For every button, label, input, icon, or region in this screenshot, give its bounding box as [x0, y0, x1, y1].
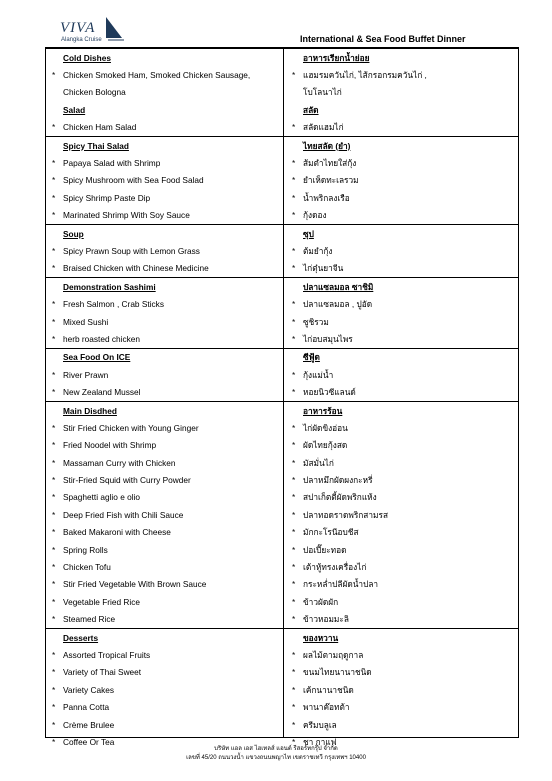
- menu-item-row: [46, 664, 518, 681]
- menu-item-th: พานาค๊อทต้า: [303, 702, 350, 713]
- menu-item-th: ซูชิรวม: [303, 316, 329, 327]
- section-heading-en: Salad: [63, 104, 86, 115]
- menu-item-row: [46, 489, 518, 506]
- menu-item-row: [46, 471, 518, 488]
- menu-item-en: Chicken Bologna: [63, 87, 126, 98]
- section-heading-th: ปลาแซลมอล ซาชิมิ: [303, 281, 374, 292]
- menu-item-th: มักกะโรนีอบชีส: [303, 527, 359, 538]
- menu-item-en: Papaya Salad with Shrimp: [63, 158, 161, 169]
- menu-item-row: [46, 437, 518, 454]
- bullet: *: [52, 684, 56, 695]
- section-heading-th: ของหวาน: [303, 632, 339, 643]
- logo-text: VIVA: [60, 20, 96, 36]
- menu-item-row: [46, 383, 518, 400]
- bullet: *: [52, 475, 56, 486]
- section-heading-th: อาหารเรียกน้ำย่อย: [303, 52, 370, 63]
- menu-section: [46, 277, 518, 348]
- menu-section: [46, 48, 518, 136]
- bullet: *: [52, 544, 56, 555]
- bullet: *: [292, 245, 296, 256]
- sail-icon: [98, 16, 128, 44]
- section-heading-th: สลัด: [303, 104, 319, 115]
- bullet: *: [292, 475, 296, 486]
- section-heading-th: อาหารร้อน: [303, 405, 343, 416]
- menu-item-row: [46, 524, 518, 541]
- bullet: *: [52, 736, 56, 747]
- bullet: *: [292, 122, 296, 133]
- bullet: *: [292, 387, 296, 398]
- menu-item-en: Panna Cotta: [63, 702, 110, 713]
- menu-item-row: [46, 576, 518, 593]
- document-title: International & Sea Food Buffet Dinner: [300, 34, 466, 44]
- footer-address: เลขที่ 45/20 ถนนวงน้ำ แขวงถนนพญาไท เขตราชเทวี กรุงเทพฯ 10400: [186, 755, 366, 761]
- menu-item-row: [46, 506, 518, 523]
- bullet: *: [52, 562, 56, 573]
- bullet: *: [292, 369, 296, 380]
- bullet: *: [52, 649, 56, 660]
- menu-item-en: Braised Chicken with Chinese Medicine: [63, 263, 209, 274]
- menu-item-th: น้ำพริกลงเรือ: [303, 192, 350, 203]
- section-heading-th: ซีฟู้ด: [303, 352, 320, 363]
- section-heading-row: [46, 629, 518, 646]
- menu-item-en: Vegetable Fried Rice: [63, 596, 141, 607]
- bullet: *: [292, 457, 296, 468]
- menu-item-en: Crème Brulee: [63, 719, 115, 730]
- bullet: *: [52, 122, 56, 133]
- bullet: *: [292, 667, 296, 678]
- menu-item-row: [46, 330, 518, 347]
- menu-item-th: เค้กนานาชนิด: [303, 684, 354, 695]
- bullet: *: [52, 440, 56, 451]
- menu-item-th: ครีมบลูเล: [303, 719, 337, 730]
- section-heading-row: [46, 402, 518, 419]
- menu-item-row: [46, 366, 518, 383]
- bullet: *: [292, 649, 296, 660]
- menu-item-en: Baked Makaroni with Cheese: [63, 527, 171, 538]
- menu-item-en: Spring Rolls: [63, 544, 108, 555]
- menu-item-en: River Prawn: [63, 369, 109, 380]
- bullet: *: [52, 457, 56, 468]
- menu-item-en: Mixed Sushi: [63, 316, 109, 327]
- menu-item-en: Steamed Rice: [63, 614, 116, 625]
- menu-item-row: [46, 172, 518, 189]
- menu-item-th: ต้มยำกุ้ง: [303, 245, 333, 256]
- bullet: *: [292, 596, 296, 607]
- bullet: *: [292, 684, 296, 695]
- section-heading-en: Demonstration Sashimi: [63, 281, 156, 292]
- menu-item-row: [46, 119, 518, 136]
- section-heading-en: Desserts: [63, 632, 99, 643]
- bullet: *: [292, 544, 296, 555]
- menu-item-en: Spicy Shrimp Paste Dip: [63, 192, 151, 203]
- bullet: *: [292, 192, 296, 203]
- bullet: *: [292, 333, 296, 344]
- menu-item-th: กระหล่ำปลีผัดน้ำปลา: [303, 579, 379, 590]
- menu-item-row: [46, 454, 518, 471]
- menu-item-row: [46, 295, 518, 312]
- bullet: *: [52, 509, 56, 520]
- menu-item-th: สปาเก็ตตี้ผัดพริกแห้ง: [303, 492, 377, 503]
- menu-item-row: [46, 313, 518, 330]
- menu-item-en: Spicy Mushroom with Sea Food Salad: [63, 175, 204, 186]
- menu-item-en: Deep Fried Fish with Chili Sauce: [63, 509, 184, 520]
- menu-item-th: ผลไม้ตามฤดูกาล: [303, 649, 364, 660]
- bullet: *: [292, 158, 296, 169]
- menu-item-th: เต้าหู้ทรงเครื่องไก่: [303, 562, 367, 573]
- bullet: *: [292, 299, 296, 310]
- menu-item-th: หอยนิวซีแลนด์: [303, 387, 356, 398]
- menu-item-row: [46, 558, 518, 575]
- menu-item-en: Stir Fried Vegetable With Brown Sauce: [63, 579, 207, 590]
- bullet: *: [52, 387, 56, 398]
- menu-item-th: ปอเปี๊ยะทอด: [303, 544, 347, 555]
- menu-table: [45, 47, 519, 747]
- menu-item-th: ปลาทอดราดพริกสามรส: [303, 509, 389, 520]
- bullet: *: [292, 614, 296, 625]
- bullet: *: [52, 316, 56, 327]
- menu-item-row: [46, 84, 518, 101]
- bullet: *: [292, 175, 296, 186]
- menu-item-row: [46, 541, 518, 558]
- menu-item-th: ปลาแซลมอล , ปูอัด: [303, 299, 373, 310]
- section-heading-en: Cold Dishes: [63, 52, 111, 63]
- bullet: *: [292, 492, 296, 503]
- bullet: *: [52, 245, 56, 256]
- menu-item-en: Spaghetti aglio e olio: [63, 492, 141, 503]
- menu-item-th: ยำเห็ดทะเลรวม: [303, 175, 359, 186]
- bullet: *: [292, 70, 296, 81]
- bullet: *: [52, 70, 56, 81]
- menu-item-row: [46, 593, 518, 610]
- menu-item-row: [46, 242, 518, 259]
- section-heading-row: [46, 278, 518, 295]
- menu-item-en: Chicken Ham Salad: [63, 122, 137, 133]
- bullet: *: [292, 509, 296, 520]
- menu-item-en: Fresh Salmon , Crab Sticks: [63, 299, 164, 310]
- bullet: *: [52, 175, 56, 186]
- menu-item-en: Fried Noodel with Shrimp: [63, 440, 157, 451]
- bullet: *: [292, 579, 296, 590]
- section-heading-th: ไทยสลัด (ยำ): [303, 140, 351, 151]
- section-heading-row: [46, 225, 518, 242]
- logo: [60, 16, 130, 46]
- menu-item-row: [46, 189, 518, 206]
- menu-item-en: Chicken Smoked Ham, Smoked Chicken Sausage,: [63, 70, 251, 81]
- section-heading-en: Main Disdhed: [63, 405, 117, 416]
- menu-item-en: Marinated Shrimp With Soy Sauce: [63, 210, 190, 221]
- section-heading-en: Spicy Thai Salad: [63, 140, 129, 151]
- bullet: *: [292, 210, 296, 221]
- menu-item-row: [46, 611, 518, 628]
- menu-section: [46, 348, 518, 401]
- menu-item-row: [46, 154, 518, 171]
- bullet: *: [52, 422, 56, 433]
- menu-item-th: ขนมไทยนานาชนิด: [303, 667, 372, 678]
- section-heading-row: [46, 349, 518, 366]
- bullet: *: [52, 527, 56, 538]
- menu-item-en: Assorted Tropical Fruits: [63, 649, 151, 660]
- menu-item-th: โบโลนาไก่: [303, 87, 342, 98]
- bullet: *: [292, 736, 296, 747]
- section-heading-en: Sea Food On ICE: [63, 352, 131, 363]
- bullet: *: [52, 579, 56, 590]
- menu-item-en: Stir Fried Chicken with Young Ginger: [63, 422, 199, 433]
- bullet: *: [52, 263, 56, 274]
- menu-item-row: [46, 716, 518, 733]
- bullet: *: [52, 667, 56, 678]
- section-heading-th: ซุป: [303, 228, 314, 239]
- menu-section: [46, 136, 518, 224]
- menu-item-th: กุ้งดอง: [303, 210, 327, 221]
- menu-item-row: [46, 681, 518, 698]
- menu-item-th: ผัดไทยกุ้งสด: [303, 440, 348, 451]
- menu-item-th: ไก่ผัดขิงอ่อน: [303, 422, 348, 433]
- menu-item-th: ไก่อบสมุนไพร: [303, 333, 353, 344]
- bullet: *: [292, 440, 296, 451]
- bullet: *: [292, 562, 296, 573]
- bullet: *: [292, 263, 296, 274]
- menu-item-th: ส้มตำไทยใส่กุ้ง: [303, 158, 357, 169]
- bullet: *: [292, 422, 296, 433]
- menu-item-en: New Zealand Mussel: [63, 387, 141, 398]
- menu-item-th: มัสมั่นไก่: [303, 457, 334, 468]
- section-heading-row: [46, 49, 518, 66]
- bullet: *: [292, 316, 296, 327]
- menu-item-en: Coffee Or Tea: [63, 736, 115, 747]
- menu-item-en: herb roasted chicken: [63, 333, 141, 344]
- menu-item-row: [46, 698, 518, 715]
- menu-item-row: [46, 66, 518, 83]
- menu-section: [46, 628, 518, 751]
- bullet: *: [52, 333, 56, 344]
- section-heading-row: [46, 101, 518, 118]
- menu-item-en: Variety of Thai Sweet: [63, 667, 142, 678]
- menu-item-th: ข้าวผัดผัก: [303, 596, 339, 607]
- bullet: *: [52, 596, 56, 607]
- menu-item-th: สลัดแฮมไก่: [303, 122, 344, 133]
- bullet: *: [292, 702, 296, 713]
- bullet: *: [52, 369, 56, 380]
- bullet: *: [52, 719, 56, 730]
- section-heading-en: Soup: [63, 228, 84, 239]
- menu-section: [46, 224, 518, 277]
- menu-item-en: Stir-Fried Squid with Curry Powder: [63, 475, 191, 486]
- menu-item-row: [46, 260, 518, 277]
- bullet: *: [52, 299, 56, 310]
- logo-subtext: Alangka Cruise: [61, 37, 102, 43]
- menu-section: [46, 401, 518, 628]
- bullet: *: [52, 158, 56, 169]
- menu-item-th: ปลาหมึกผัดผงกะหรี่: [303, 475, 373, 486]
- menu-item-th: ชา กาแฟ: [303, 736, 337, 747]
- bullet: *: [52, 492, 56, 503]
- menu-item-row: [46, 646, 518, 663]
- menu-item-en: Chicken Tofu: [63, 562, 111, 573]
- menu-item-th: กุ้งแม่น้ำ: [303, 369, 334, 380]
- menu-item-th: แฮมรมควันไก่, ไส้กรอกรมควันไก่ ,: [303, 70, 427, 81]
- bullet: *: [52, 614, 56, 625]
- footer-company: บริษัท แอล เอส ไฮเทลส์ แอนด์ รีสอร์ทกรุ๊ป จำกัด: [214, 746, 338, 752]
- bullet: *: [52, 192, 56, 203]
- bullet: *: [52, 210, 56, 221]
- bullet: *: [292, 527, 296, 538]
- menu-item-th: ข้าวหอมมะลิ: [303, 614, 349, 625]
- menu-item-en: Variety Cakes: [63, 684, 115, 695]
- bullet: *: [52, 702, 56, 713]
- menu-item-row: [46, 419, 518, 436]
- menu-item-en: Massaman Curry with Chicken: [63, 457, 176, 468]
- menu-item-en: Spicy Prawn Soup with Lemon Grass: [63, 245, 200, 256]
- bullet: *: [292, 719, 296, 730]
- menu-item-row: [46, 207, 518, 224]
- section-heading-row: [46, 137, 518, 154]
- menu-item-th: ไก่ตุ๋นยาจีน: [303, 263, 344, 274]
